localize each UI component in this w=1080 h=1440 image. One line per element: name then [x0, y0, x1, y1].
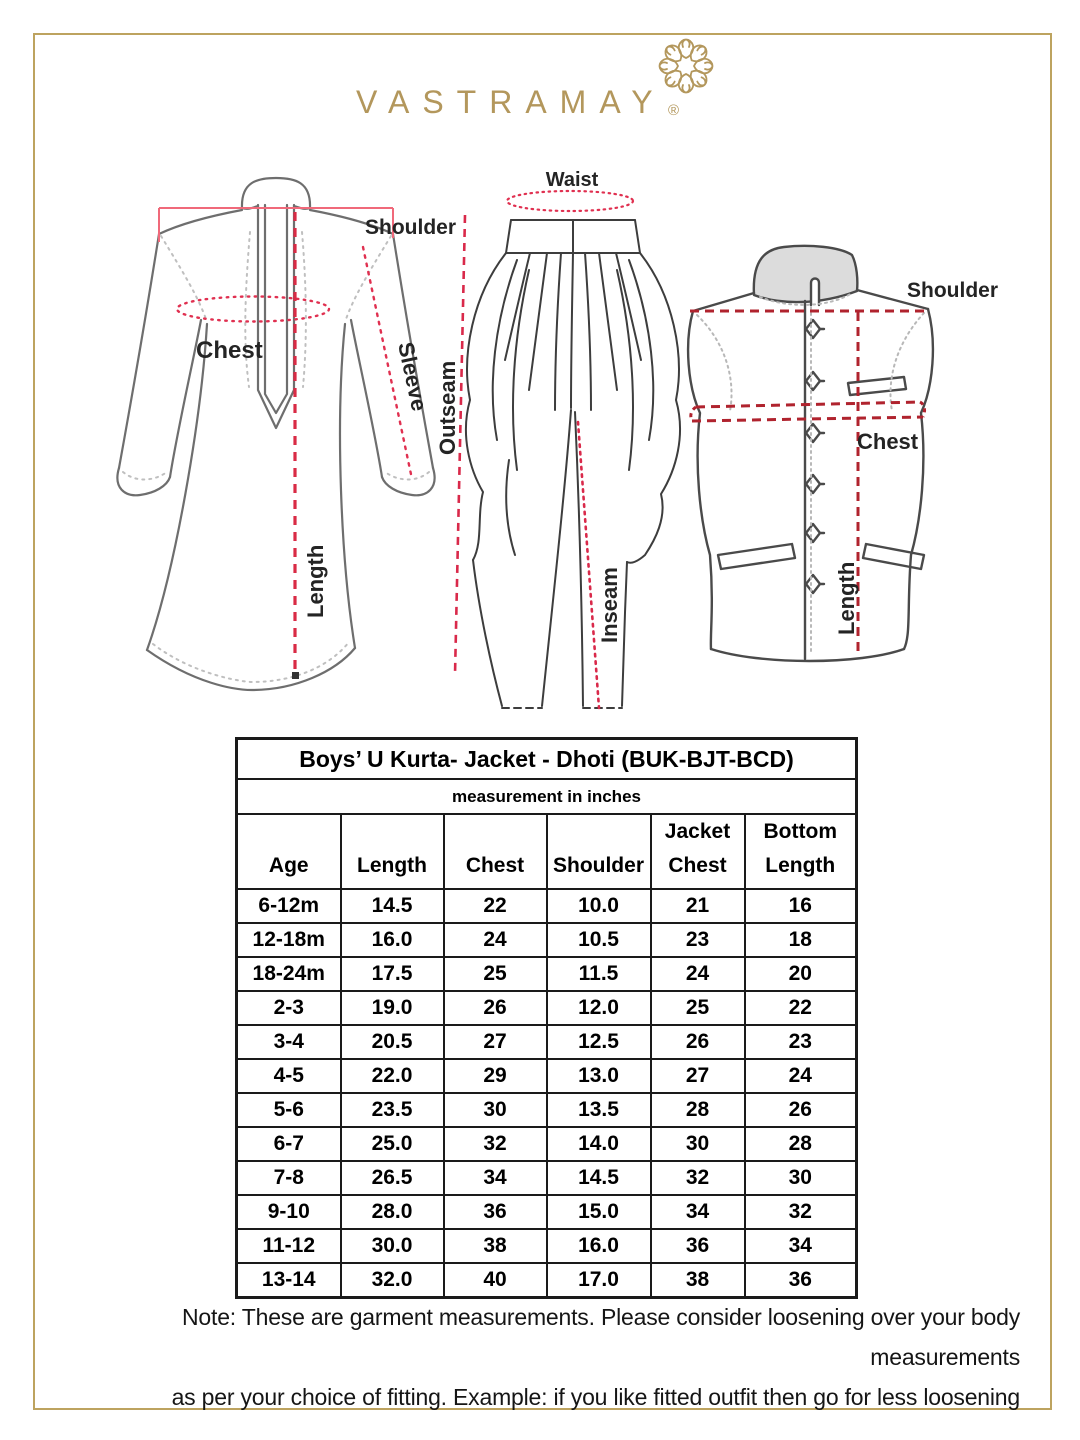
table-cell: 32.0 — [341, 1263, 444, 1298]
col-header-shoulder: Shoulder — [547, 814, 651, 889]
kurta-length-label: Length — [303, 544, 328, 618]
table-cell: 13.0 — [547, 1059, 651, 1093]
table-title: Boys’ U Kurta- Jacket - Dhoti (BUK-BJT-BCD) — [237, 739, 857, 780]
table-cell: 16.0 — [341, 923, 444, 957]
table-cell: 18 — [745, 923, 857, 957]
table-cell: 6-12m — [237, 889, 341, 923]
table-cell: 21 — [651, 889, 745, 923]
table-cell: 25 — [651, 991, 745, 1025]
table-row — [237, 1127, 857, 1161]
table-cell: 25.0 — [341, 1127, 444, 1161]
table-cell: 23 — [745, 1025, 857, 1059]
table-cell: 30 — [651, 1127, 745, 1161]
table-cell: 27 — [444, 1025, 547, 1059]
kurta-outline — [117, 178, 434, 690]
col-header-chest: Chest — [444, 814, 547, 889]
table-cell: 19.0 — [341, 991, 444, 1025]
table-subtitle: measurement in inches — [237, 779, 857, 814]
table-cell: 15.0 — [547, 1195, 651, 1229]
table-cell: 30 — [444, 1093, 547, 1127]
table-row — [237, 1059, 857, 1093]
jacket-measure-marks — [690, 311, 927, 655]
table-cell: 12-18m — [237, 923, 341, 957]
table-row — [237, 1263, 857, 1298]
table-cell: 32 — [651, 1161, 745, 1195]
table-cell: 11.5 — [547, 957, 651, 991]
kurta-chest-label: Chest — [196, 337, 263, 364]
table-cell: 16.0 — [547, 1229, 651, 1263]
jacket-seam-dots — [697, 293, 924, 653]
table-cell: 28 — [651, 1093, 745, 1127]
table-cell: 40 — [444, 1263, 547, 1298]
table-cell: 27 — [651, 1059, 745, 1093]
kurta-measure-marks — [159, 208, 412, 679]
table-cell: 34 — [444, 1161, 547, 1195]
table-cell: 36 — [651, 1229, 745, 1263]
dhoti-outseam-label: Outseam — [435, 360, 460, 455]
table-cell: 23.5 — [341, 1093, 444, 1127]
jacket-length-label: Length — [834, 561, 859, 635]
size-chart-table — [235, 737, 858, 1299]
dhoti-waist-label: Waist — [545, 169, 599, 191]
table-cell: 13-14 — [237, 1263, 341, 1298]
note-line-1: Note: These are garment measurements. Please consider loosening over your body measurements — [182, 1304, 1020, 1370]
table-header-row — [237, 814, 857, 889]
table-cell: 14.5 — [341, 889, 444, 923]
table-row — [237, 1025, 857, 1059]
table-cell: 38 — [651, 1263, 745, 1298]
table-cell: 34 — [745, 1229, 857, 1263]
table-cell: 20.5 — [341, 1025, 444, 1059]
table-cell: 22 — [745, 991, 857, 1025]
table-cell: 13.5 — [547, 1093, 651, 1127]
table-cell: 36 — [745, 1263, 857, 1298]
kurta-diagram — [95, 172, 455, 722]
table-cell: 16 — [745, 889, 857, 923]
table-cell: 22.0 — [341, 1059, 444, 1093]
jacket-shoulder-label: Shoulder — [907, 279, 999, 302]
table-cell: 10.5 — [547, 923, 651, 957]
table-cell: 24 — [745, 1059, 857, 1093]
table-cell: 14.5 — [547, 1161, 651, 1195]
registered-trademark: ® — [668, 102, 680, 119]
kurta-sleeve-label: Sleeve — [393, 339, 433, 414]
dhoti-outline — [466, 220, 680, 708]
table-cell: 34 — [651, 1195, 745, 1229]
table-cell: 12.0 — [547, 991, 651, 1025]
table-cell: 12.5 — [547, 1025, 651, 1059]
table-cell: 29 — [444, 1059, 547, 1093]
col-header-jacket-chest: Jacket Chest — [651, 814, 745, 889]
dhoti-inseam-label: Inseam — [597, 567, 622, 643]
table-cell: 17.0 — [547, 1263, 651, 1298]
table-subtitle-row — [237, 779, 857, 814]
table-cell: 24 — [444, 923, 547, 957]
table-row — [237, 1229, 857, 1263]
table-row — [237, 957, 857, 991]
table-cell: 10.0 — [547, 889, 651, 923]
table-row — [237, 1161, 857, 1195]
table-row — [237, 889, 857, 923]
table-cell: 24 — [651, 957, 745, 991]
table-cell: 18-24m — [237, 957, 341, 991]
brand-mandala-icon — [655, 35, 717, 97]
dhoti-diagram — [425, 160, 705, 730]
col-header-length: Length — [341, 814, 444, 889]
table-cell: 11-12 — [237, 1229, 341, 1263]
table-cell: 26 — [651, 1025, 745, 1059]
jacket-collar — [754, 246, 858, 302]
table-cell: 9-10 — [237, 1195, 341, 1229]
table-cell: 3-4 — [237, 1025, 341, 1059]
table-cell: 36 — [444, 1195, 547, 1229]
table-cell: 22 — [444, 889, 547, 923]
table-cell: 28.0 — [341, 1195, 444, 1229]
table-cell: 26 — [444, 991, 547, 1025]
note-line-2: as per your choice of fitting. Example: if you like fitted outfit then go for less loosening — [171, 1384, 1020, 1410]
table-cell: 32 — [444, 1127, 547, 1161]
table-cell: 38 — [444, 1229, 547, 1263]
kurta-shoulder-label: Shoulder — [365, 216, 457, 239]
table-cell: 25 — [444, 957, 547, 991]
table-cell: 2-3 — [237, 991, 341, 1025]
table-row — [237, 923, 857, 957]
table-cell: 4-5 — [237, 1059, 341, 1093]
col-header-age: Age — [237, 814, 341, 889]
table-cell: 5-6 — [237, 1093, 341, 1127]
table-cell: 23 — [651, 923, 745, 957]
table-cell: 20 — [745, 957, 857, 991]
measurement-note — [54, 1297, 1020, 1417]
table-row — [237, 1093, 857, 1127]
jacket-chest-label: Chest — [857, 429, 919, 454]
table-cell: 26.5 — [341, 1161, 444, 1195]
table-title-row — [237, 739, 857, 780]
table-row — [237, 1195, 857, 1229]
table-cell: 17.5 — [341, 957, 444, 991]
brand-name: VASTRAMAY — [356, 84, 666, 120]
table-cell: 32 — [745, 1195, 857, 1229]
table-row — [237, 991, 857, 1025]
table-cell: 26 — [745, 1093, 857, 1127]
table-cell: 30 — [745, 1161, 857, 1195]
col-header-bottom-length: Bottom Length — [745, 814, 857, 889]
table-cell: 14.0 — [547, 1127, 651, 1161]
table-cell: 7-8 — [237, 1161, 341, 1195]
table-cell: 30.0 — [341, 1229, 444, 1263]
table-cell: 6-7 — [237, 1127, 341, 1161]
kurta-seam-dots — [123, 232, 429, 682]
jacket-diagram — [680, 235, 1010, 720]
table-cell: 28 — [745, 1127, 857, 1161]
